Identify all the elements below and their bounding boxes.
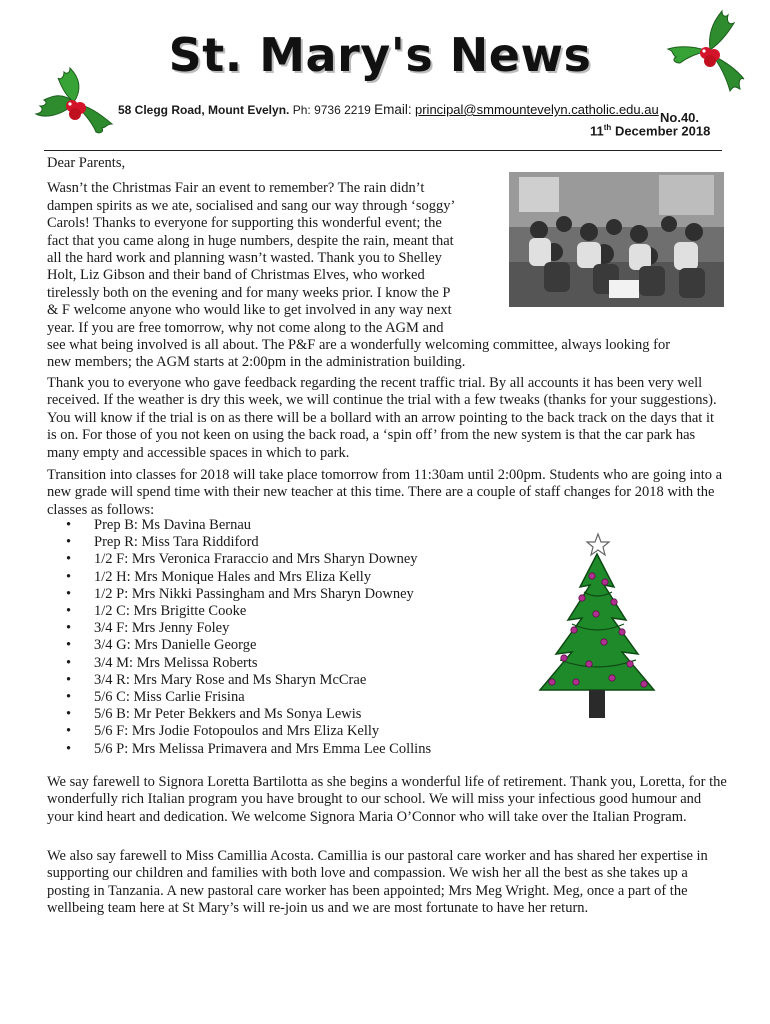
list-item: • Prep B: Ms Davina Bernau [66, 517, 431, 534]
list-item: • 1/2 F: Mrs Veronica Fraraccio and Mrs Sharyn Downey [66, 551, 431, 568]
text-line: year. If you are free tomorrow, why not come along to the AGM and [47, 319, 444, 336]
holly-left-icon [22, 62, 122, 137]
text-line: & F welcome anyone who would like to get involved in any way next [47, 302, 452, 319]
list-item: • 1/2 P: Mrs Nikki Passingham and Mrs Sharyn Downey [66, 586, 431, 603]
text-line: all the hard work and planning wasn’t wasted. Thank you to Shelley [47, 250, 442, 267]
paragraph-farewell-loretta: We say farewell to Signora Loretta Bartilotta as she begins a wonderful life of retirement. Thank you, Loretta, for the wonderfully rich Italian program you have brought to our school. We will miss your infectious good humour and your kind heart and dedication. We welcome Signora Maria O’Connor who will take over the Italian Program. [47, 774, 727, 825]
class-list [66, 517, 431, 758]
list-item: • 5/6 C: Miss Carlie Frisina [66, 689, 431, 706]
email-label: Email: [374, 102, 412, 117]
list-item: • 5/6 F: Mrs Jodie Fotopoulos and Mrs Eliza Kelly [66, 723, 431, 740]
text-line: see what being involved is all about. The P&F are a wonderfully welcoming committee, always looking for [47, 337, 671, 354]
text-line: Carols! Thanks to everyone for supporting this wonderful event; the [47, 215, 442, 232]
paragraph-christmas-fair [47, 155, 727, 372]
list-item: • 1/2 C: Mrs Brigitte Cooke [66, 603, 431, 620]
newsletter-title: St. Mary's News [168, 28, 592, 82]
list-item: • Prep R: Miss Tara Riddiford [66, 534, 431, 551]
paragraph-transition: Transition into classes for 2018 will take place tomorrow from 11:30am until 2:00pm. Students who are going into a new grade will spend time with their new teacher at this time. There are a couple of staff changes for 2018 with the classes as follows: [47, 467, 723, 518]
text-line: tirelessly both on the evening and for many weeks prior. I know the P [47, 284, 451, 301]
list-item: • 3/4 F: Mrs Jenny Foley [66, 620, 431, 637]
date-day: 11 [590, 123, 604, 139]
issue-date [590, 123, 710, 138]
holly-right-icon [660, 5, 750, 95]
list-item: • 5/6 P: Mrs Melissa Primavera and Mrs Emma Lee Collins [66, 741, 431, 758]
list-item: • 3/4 M: Mrs Melissa Roberts [66, 655, 431, 672]
greeting: Dear Parents, [47, 155, 126, 171]
header-divider [44, 150, 722, 151]
paragraph-farewell-camillia: We also say farewell to Miss Camillia Acosta. Camillia is our pastoral care worker and has shared her expertise in supporting our children and families with both love and compassion. We wish her all the best as she takes up a posting in Tanzania. A new pastoral care worker has been appointed; Mrs Meg Wright. Meg, once a part of the wellbeing team here at St Mary’s will re-join us and we are most fortunate to have her return. [47, 848, 708, 917]
phone-label: Ph: [292, 103, 311, 117]
list-item: • 3/4 R: Mrs Mary Rose and Ms Sharyn McCrae [66, 672, 431, 689]
contact-line [118, 102, 659, 117]
list-item: • 5/6 B: Mr Peter Bekkers and Ms Sonya Lewis [66, 706, 431, 723]
text-line: fact that you came along in huge numbers, despite the rain, meant that [47, 232, 454, 249]
text-line: new members; the AGM starts at 2:00pm in the administration building. [47, 354, 466, 371]
date-suffix: th [603, 123, 612, 132]
issue-number: No.40. [660, 110, 700, 125]
christmas-tree-icon [534, 532, 660, 724]
date-rest: December 2018 [614, 123, 711, 139]
paragraph-traffic-trial: Thank you to everyone who gave feedback regarding the recent traffic trial. By all accounts it has been very well received. If the weather is dry this week, we will continue the trial with a few tweaks (thanks for your suggestions). You will know if the trial is on as there will be a bollard with an arrow pointing to the back track on the days that it is on. For those of you not keen on using the back road, a ‘spin off’ from the new system is that the car park has many empty and accessible spaces in which to park. [47, 375, 717, 461]
text-line: Wasn’t the Christmas Fair an event to remember? The rain didn’t [47, 180, 425, 197]
email-link[interactable]: principal@smmountevelyn.catholic.edu.au [415, 102, 659, 117]
list-item: • 3/4 G: Mrs Danielle George [66, 637, 431, 654]
list-item: • 1/2 H: Mrs Monique Hales and Mrs Eliza Kelly [66, 569, 431, 586]
school-address: 58 Clegg Road, Mount Evelyn. [118, 103, 290, 117]
text-line: Holt, Liz Gibson and their band of Christmas Elves, who worked [47, 267, 425, 284]
phone-number: 9736 2219 [314, 103, 371, 117]
text-line: dampen spirits as we ate, socialised and sang our way through ‘soggy’ [47, 197, 456, 214]
